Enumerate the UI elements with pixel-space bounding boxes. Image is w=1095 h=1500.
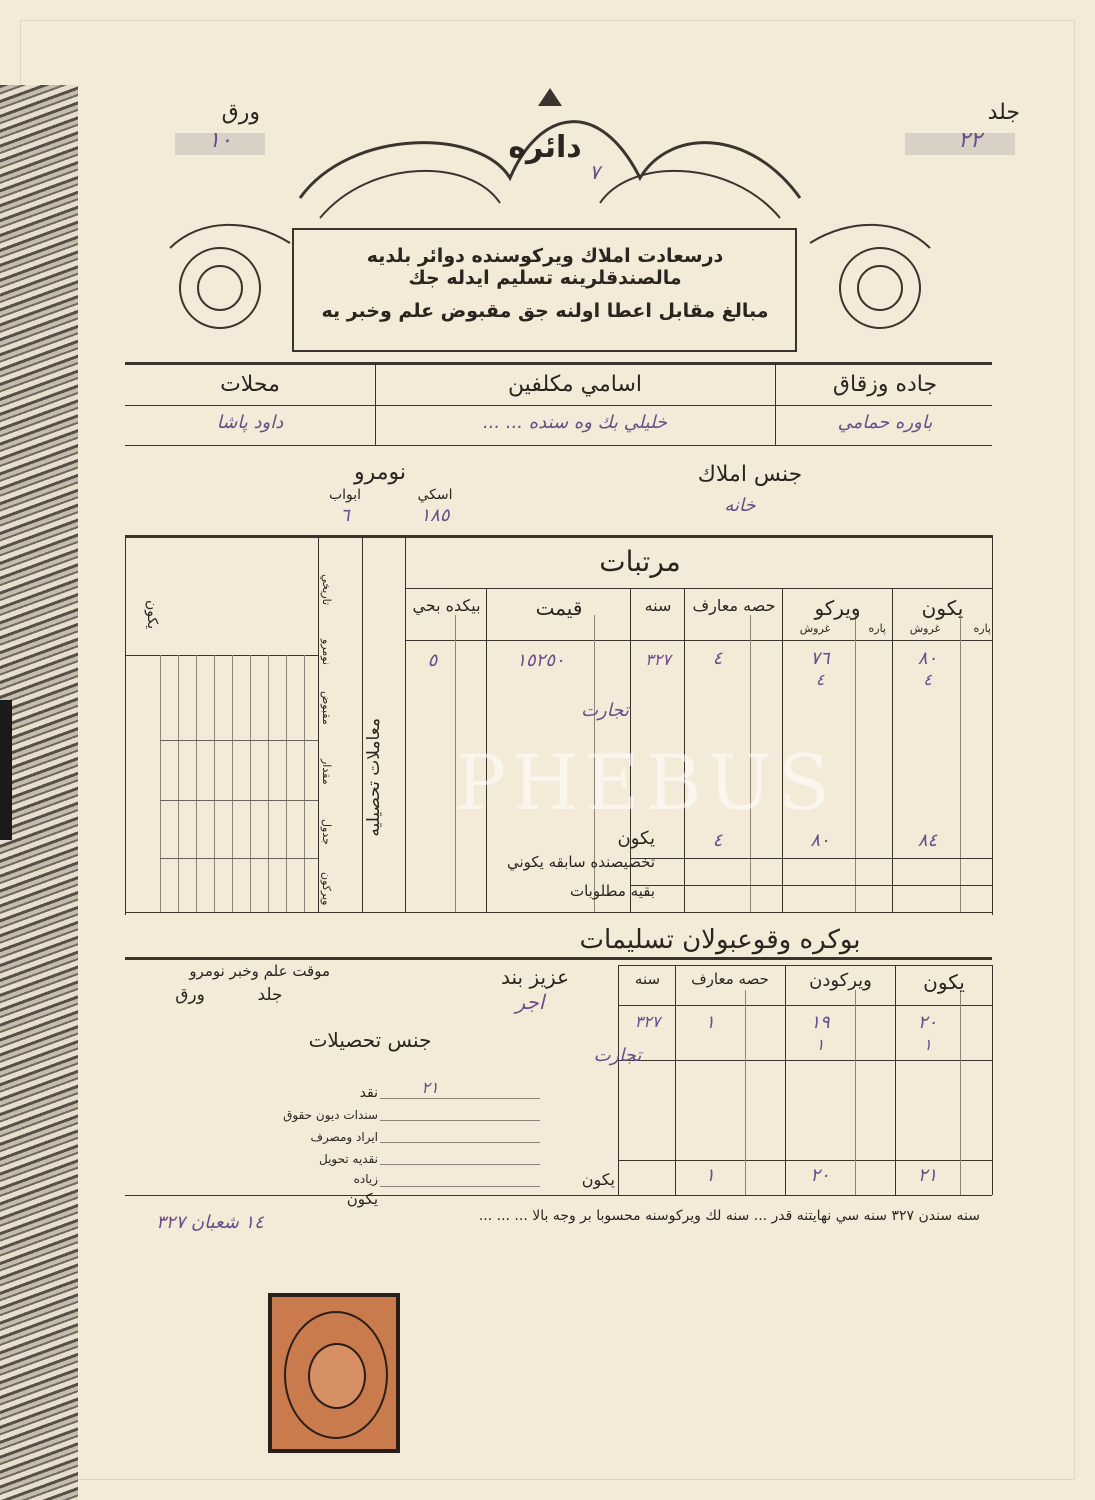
rule (630, 885, 992, 886)
rule (380, 1164, 540, 1165)
cell-sene: ٣٢٧ (645, 650, 671, 669)
quarters-value: داود پاشا (216, 412, 284, 433)
rule (214, 655, 215, 912)
rule (992, 535, 993, 915)
type-row: زياده (353, 1172, 378, 1186)
side-col: مقدار (320, 759, 333, 785)
rule (125, 445, 992, 446)
coll-cell-yekun-2: ١ (923, 1035, 932, 1054)
revenue-stamp-icon (268, 1293, 400, 1453)
col-sene: سنه (644, 596, 672, 615)
unit-kurus: غروش (909, 622, 941, 635)
footer-text: سنه سندن ٣٢٧ سنه سي نهايتنه قدر ... سنه لك ويركوسنه محسوبا بر وجه بالا ... ... ... (478, 1208, 980, 1224)
coll-col-vergi: ويركودن (809, 970, 872, 991)
watermark: PHEBUS (455, 738, 836, 827)
cell-kiymet: ١٥٢٥٠ (516, 650, 565, 671)
side-col: جدول (320, 819, 333, 845)
rule (630, 858, 992, 859)
total-maarif: ٤ (712, 830, 723, 851)
coll-cell-maarif: ١ (705, 1012, 715, 1033)
type-row: سندات ديون حقوق (283, 1108, 378, 1122)
coll-yekun-label: يكون (581, 1170, 615, 1189)
street-label: جاده وزقاق (832, 372, 938, 397)
coll-cell-vergi: ١٩ (810, 1012, 830, 1033)
number-new-value: ٦ (340, 505, 350, 526)
coll-cell-vergi-2: ١ (815, 1035, 825, 1054)
rule (960, 990, 961, 1195)
cell-yekun: ٨٠ (917, 648, 938, 669)
footer-date: ١٤ شعبان ٣٢٧ (156, 1212, 264, 1233)
rule (125, 957, 992, 960)
quarters-label: محلات (220, 372, 280, 397)
leaf-value: ١٠ (208, 128, 232, 153)
rule (268, 655, 269, 912)
volume-value: ٢٢ (958, 128, 982, 153)
rule (775, 362, 776, 445)
number-new-label: ابواب (328, 487, 362, 503)
side-col: نومرو (320, 638, 333, 665)
unit-para: پاره (868, 622, 886, 635)
type-row: نقديه تحويل (318, 1152, 378, 1166)
property-type-value: خانه (724, 495, 756, 516)
rule (745, 990, 746, 1195)
cell-binde: ٥ (427, 650, 438, 671)
volume-label: جلد (987, 100, 1020, 125)
coll-total-yekun: ٢١ (917, 1165, 938, 1186)
number-label: نومرو (353, 460, 407, 485)
stamp-tughra-icon (308, 1343, 366, 1409)
street-value: باوره حمامي (837, 412, 933, 433)
rule (855, 990, 856, 1195)
unit-para: پاره (973, 622, 991, 635)
side-yekun: يكون (144, 600, 160, 630)
cell-vergi: ٧٦ (810, 648, 830, 669)
side-col: مقبوض (320, 691, 333, 725)
handwritten-note: تجارت (581, 700, 629, 721)
taxpayers-label: اسامي مكلفين (507, 372, 643, 397)
deduction-label: تخصيصنده سابقه يكوني (506, 853, 655, 871)
rule (125, 405, 992, 406)
rule (160, 858, 318, 859)
rule (380, 1142, 540, 1143)
rule (125, 655, 318, 656)
torn-edge-shadow (0, 700, 12, 840)
office-title: دائره (508, 130, 582, 165)
rule (125, 912, 992, 913)
totals-label: يكون (617, 828, 655, 849)
rule (160, 740, 318, 741)
rule (405, 640, 992, 641)
unit-kurus: غروش (799, 622, 831, 635)
rule (125, 362, 992, 365)
balance-label: بقيه مطلوبات (569, 882, 655, 900)
col-binde: بيكده بحي (412, 596, 481, 615)
ref-col-leaf: ورق (175, 985, 205, 1005)
rule (318, 535, 319, 912)
banner-line-2: مبالغ مقابل اعطا اولنه جق مقبوض علم وخبر يه (321, 300, 769, 322)
type-row: نقد (359, 1085, 378, 1101)
rule (855, 615, 856, 912)
number-old-value: ١٨٥ (420, 505, 450, 526)
coll-note: تجارت (593, 1045, 642, 1066)
stamp-frame (284, 1311, 388, 1439)
coll-col-maarif: حصه معارف (691, 970, 769, 988)
side-columns (320, 545, 360, 905)
cell-vergi-2: ٤ (815, 670, 825, 689)
coll-cell-yekun: ٢٠ (917, 1012, 938, 1033)
total-yekun: ٨٤ (917, 830, 938, 851)
coll-cell-sene: ٣٢٧ (634, 1012, 661, 1031)
rule (362, 535, 363, 912)
rule (785, 965, 786, 1195)
assessments-title: مرتبات (599, 545, 681, 578)
coll-total-maarif: ١ (705, 1165, 715, 1186)
coll-col-yekun: يكون (923, 970, 965, 994)
rule (196, 655, 197, 912)
banner-line-1: درسعادت املاك ويركوسنده دوائر بلديه مالصندقلرينه تسليم ايدله جك (366, 245, 724, 289)
rule (380, 1098, 540, 1099)
aziz-value: اجر (515, 990, 545, 1014)
col-vergi: ويركو (814, 596, 861, 620)
rule (992, 965, 993, 1195)
side-col: تاريخي (320, 573, 333, 605)
rule (160, 655, 161, 912)
rule (160, 800, 318, 801)
rule (304, 655, 305, 912)
rule (375, 362, 376, 445)
side-vertical-title: معاملات تحصيليه (364, 718, 384, 837)
rule (125, 535, 126, 915)
leaf-label: ورق (221, 100, 260, 125)
rule (250, 655, 251, 912)
col-yekun: يكون (921, 596, 964, 620)
rule (892, 588, 893, 912)
rule (405, 588, 992, 589)
type-row: ايراد ومصرف (310, 1130, 378, 1144)
rule (405, 535, 406, 912)
rule (675, 965, 676, 1195)
aziz-label: عزيز بند (500, 965, 570, 989)
rule (960, 615, 961, 912)
number-old-label: اسكي (417, 487, 453, 503)
collections-title: بوكره وقوعبولان تسليمات (579, 925, 861, 955)
rule (125, 535, 992, 538)
rule (232, 655, 233, 912)
cell-maarif: ٤ (712, 648, 723, 669)
rule (178, 655, 179, 912)
col-kiymet: قيمت (535, 596, 583, 620)
office-number: ٧ (589, 160, 600, 184)
col-maarif: حصه معارف (692, 596, 776, 615)
rule (380, 1120, 540, 1121)
type-row-value: ٢١ (421, 1078, 439, 1097)
rule (380, 1186, 540, 1187)
coll-total-vergi: ٢٠ (810, 1165, 830, 1186)
type-yekun: يكون (346, 1190, 378, 1208)
taxpayers-value: خليلي بك وه سنده ... ... (482, 412, 668, 433)
side-col: ويركون (320, 871, 333, 905)
coll-col-sene: سنه (634, 970, 661, 988)
ref-label: موقت علم وخبر نومرو (189, 962, 330, 980)
total-vergi: ٨٠ (810, 830, 830, 851)
cell-yekun-2: ٤ (923, 670, 932, 689)
rule (286, 655, 287, 912)
ref-col-volume: جلد (257, 985, 283, 1005)
property-type-label: جنس املاك (697, 462, 803, 487)
collection-type-title: جنس تحصيلات (308, 1028, 432, 1052)
rule (895, 965, 896, 1195)
rule (125, 1195, 992, 1196)
